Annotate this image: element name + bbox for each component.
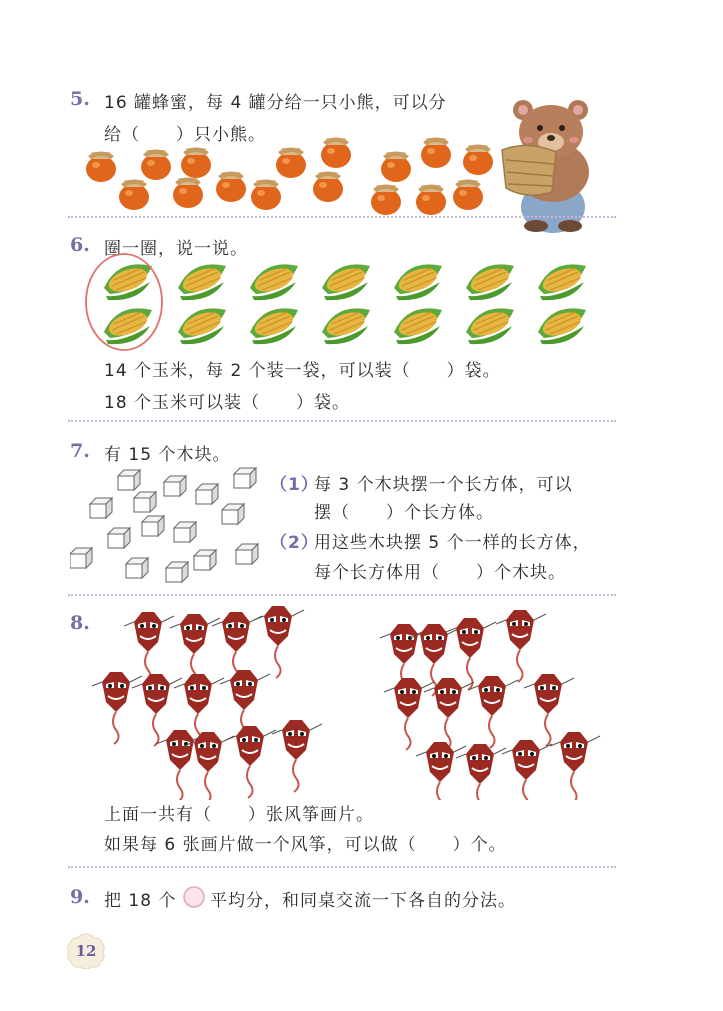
question-6-number: 6. <box>70 234 90 256</box>
corn-group <box>104 264 586 344</box>
question-7-sub2-line1: 用这些木块摆 5 个一样的长方体， <box>314 533 591 553</box>
separator <box>68 216 616 218</box>
question-8-number: 8. <box>70 612 90 634</box>
question-6-line1: 14 个玉米，每 2 个装一袋，可以装（ ）袋。 <box>104 361 501 381</box>
question-5-line1: 16 罐蜂蜜，每 4 罐分给一只小熊，可以分 <box>104 93 447 113</box>
wood-blocks-illustration <box>70 462 270 587</box>
corn-illustration <box>80 252 600 360</box>
cube-group <box>70 468 258 582</box>
question-9-number: 9. <box>70 886 90 908</box>
question-8-line2: 如果每 6 张画片做一个风筝，可以做（ ）个。 <box>104 835 507 855</box>
question-7-number: 7. <box>70 440 90 462</box>
kite-cards-illustration <box>90 604 610 800</box>
separator <box>68 594 616 596</box>
question-7-title: 有 15 个木块。 <box>104 445 231 465</box>
question-7-sub2-line2: 每个长方体用（ ）个木块。 <box>314 563 566 583</box>
circle-counter-icon <box>182 885 206 909</box>
question-7-sub1-label: （1） <box>270 475 319 495</box>
page-number: 12 <box>75 942 97 960</box>
question-5-line2: 给（ ）只小熊。 <box>104 125 266 145</box>
question-9-text-after: 平均分，和同桌交流一下各自的分法。 <box>210 891 516 911</box>
question-8-line1: 上面一共有（ ）张风筝画片。 <box>104 805 374 825</box>
honey-jars-illustration <box>80 125 500 215</box>
honey-jar-group <box>86 138 493 216</box>
question-7-sub1-line1: 每 3 个木块摆一个长方体，可以 <box>314 475 573 495</box>
question-7-sub1-line2: 摆（ ）个长方体。 <box>314 503 494 523</box>
question-6-line2: 18 个玉米可以装（ ）袋。 <box>104 393 351 413</box>
question-7-sub2-label: （2） <box>270 533 319 553</box>
bear-illustration <box>498 92 608 234</box>
question-6-title: 圈一圈，说一说。 <box>104 239 248 259</box>
separator <box>68 866 616 868</box>
question-5-number: 5. <box>70 88 90 110</box>
separator <box>68 420 616 422</box>
question-9-text-before: 把 18 个 <box>104 891 177 911</box>
kite-group <box>92 606 600 800</box>
